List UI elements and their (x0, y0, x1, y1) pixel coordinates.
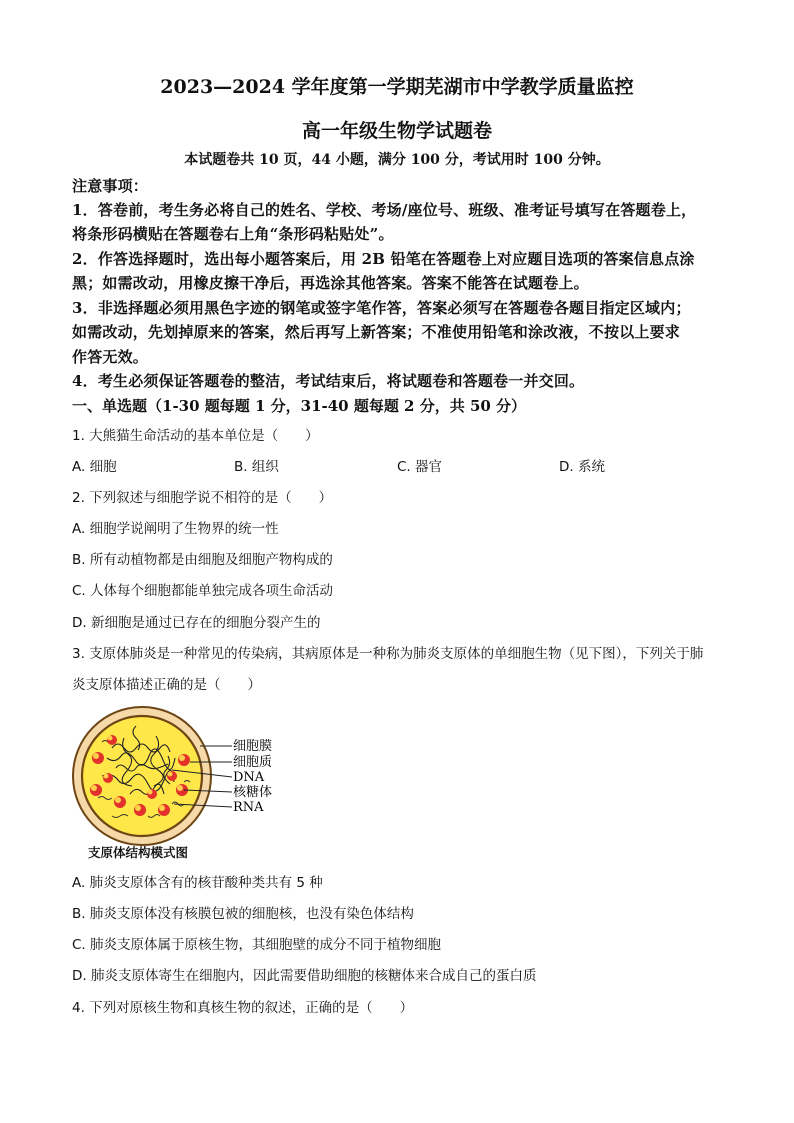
question-1-stem: 1. 大熊猫生命活动的基本单位是（ ） (72, 428, 319, 444)
question-3-stem-cont: 炎支原体描述正确的是（ ） (72, 677, 261, 693)
note-line: 3．非选择题必须用黑色字迹的钢笔或签字笔作答，答案必须写在答题卷各题目指定区域内； (72, 299, 691, 317)
note-line: 1．答卷前，考生务必将自己的姓名、学校、考场/座位号、班级、准考证号填写在答题卷上， (72, 201, 697, 219)
note-line: 如需改动，先划掉原来的答案，然后再写上新答案；不准使用铅笔和涂改液，不按以上要求 (72, 323, 681, 341)
question-2-stem: 2. 下列叙述与细胞学说不相符的是（ ） (72, 490, 333, 506)
note-line: 4．考生必须保证答题卷的整洁，考试结束后，将试题卷和答题卷一并交回。 (72, 372, 585, 390)
exam-subtitle: 高一年级生物学试题卷 (301, 120, 492, 142)
note-line: 将条形码横贴在答题卷右上角“条形码粘贴处”。 (72, 225, 394, 243)
question-3-option-d: D. 肺炎支原体寄生在细胞内，因此需要借助细胞的核糖体来合成自己的蛋白质 (72, 968, 537, 984)
notes-heading: 注意事项： (72, 177, 149, 195)
section-heading: 一、单选题（1-30 题每题 1 分，31-40 题每题 2 分，共 50 分） (72, 397, 527, 415)
exam-title: 2023—2024 学年度第一学期芜湖市中学教学质量监控 (160, 76, 634, 98)
question-2-option-c: C. 人体每个细胞都能单独完成各项生命活动 (72, 583, 334, 599)
question-3-stem: 3. 支原体肺炎是一种常见的传染病，其病原体是一种称为肺炎支原体的单细胞生物（见下图），下列关于肺 (72, 646, 704, 662)
question-3-option-c: C. 肺炎支原体属于原核生物，其细胞壁的成分不同于植物细胞 (72, 937, 442, 953)
exam-info: 本试题卷共 10 页，44 小题，满分 100 分，考试用时 100 分钟。 (184, 152, 610, 168)
label-cytoplasm: 细胞质 (233, 755, 273, 770)
question-2-option-d: D. 新细胞是通过已存在的细胞分裂产生的 (72, 615, 321, 631)
question-4-stem: 4. 下列对原核生物和真核生物的叙述，正确的是（ ） (72, 1000, 414, 1016)
label-ribosome: 核糖体 (233, 785, 273, 800)
note-line: 作答无效。 (72, 348, 149, 366)
question-2-option-b: B. 所有动植物都是由细胞及细胞产物构成的 (72, 552, 333, 568)
note-line: 黑；如需改动，用橡皮擦干净后，再选涂其他答案。答案不能答在试题卷上。 (72, 274, 589, 292)
note-line: 2．作答选择题时，选出每小题答案后，用 2B 铅笔在答题卷上对应题目选项的答案信息点涂 (72, 250, 695, 268)
figure-caption: 支原体结构模式图 (88, 845, 189, 860)
question-3-option-a: A. 肺炎支原体含有的核苷酸种类共有 5 种 (72, 875, 323, 891)
question-1-option-d: D. 系统 (559, 459, 605, 475)
question-1-option-c: C. 器官 (397, 459, 443, 475)
question-1-option-a: A. 细胞 (72, 459, 117, 475)
question-3-option-b: B. 肺炎支原体没有核膜包被的细胞核，也没有染色体结构 (72, 906, 414, 922)
question-1-option-b: B. 组织 (234, 459, 279, 475)
label-rna: RNA (233, 800, 264, 815)
mycoplasma-structure-diagram (72, 698, 292, 863)
label-cell-membrane: 细胞膜 (233, 739, 273, 754)
question-2-option-a: A. 细胞学说阐明了生物界的统一性 (72, 521, 279, 537)
label-dna: DNA (233, 770, 265, 785)
